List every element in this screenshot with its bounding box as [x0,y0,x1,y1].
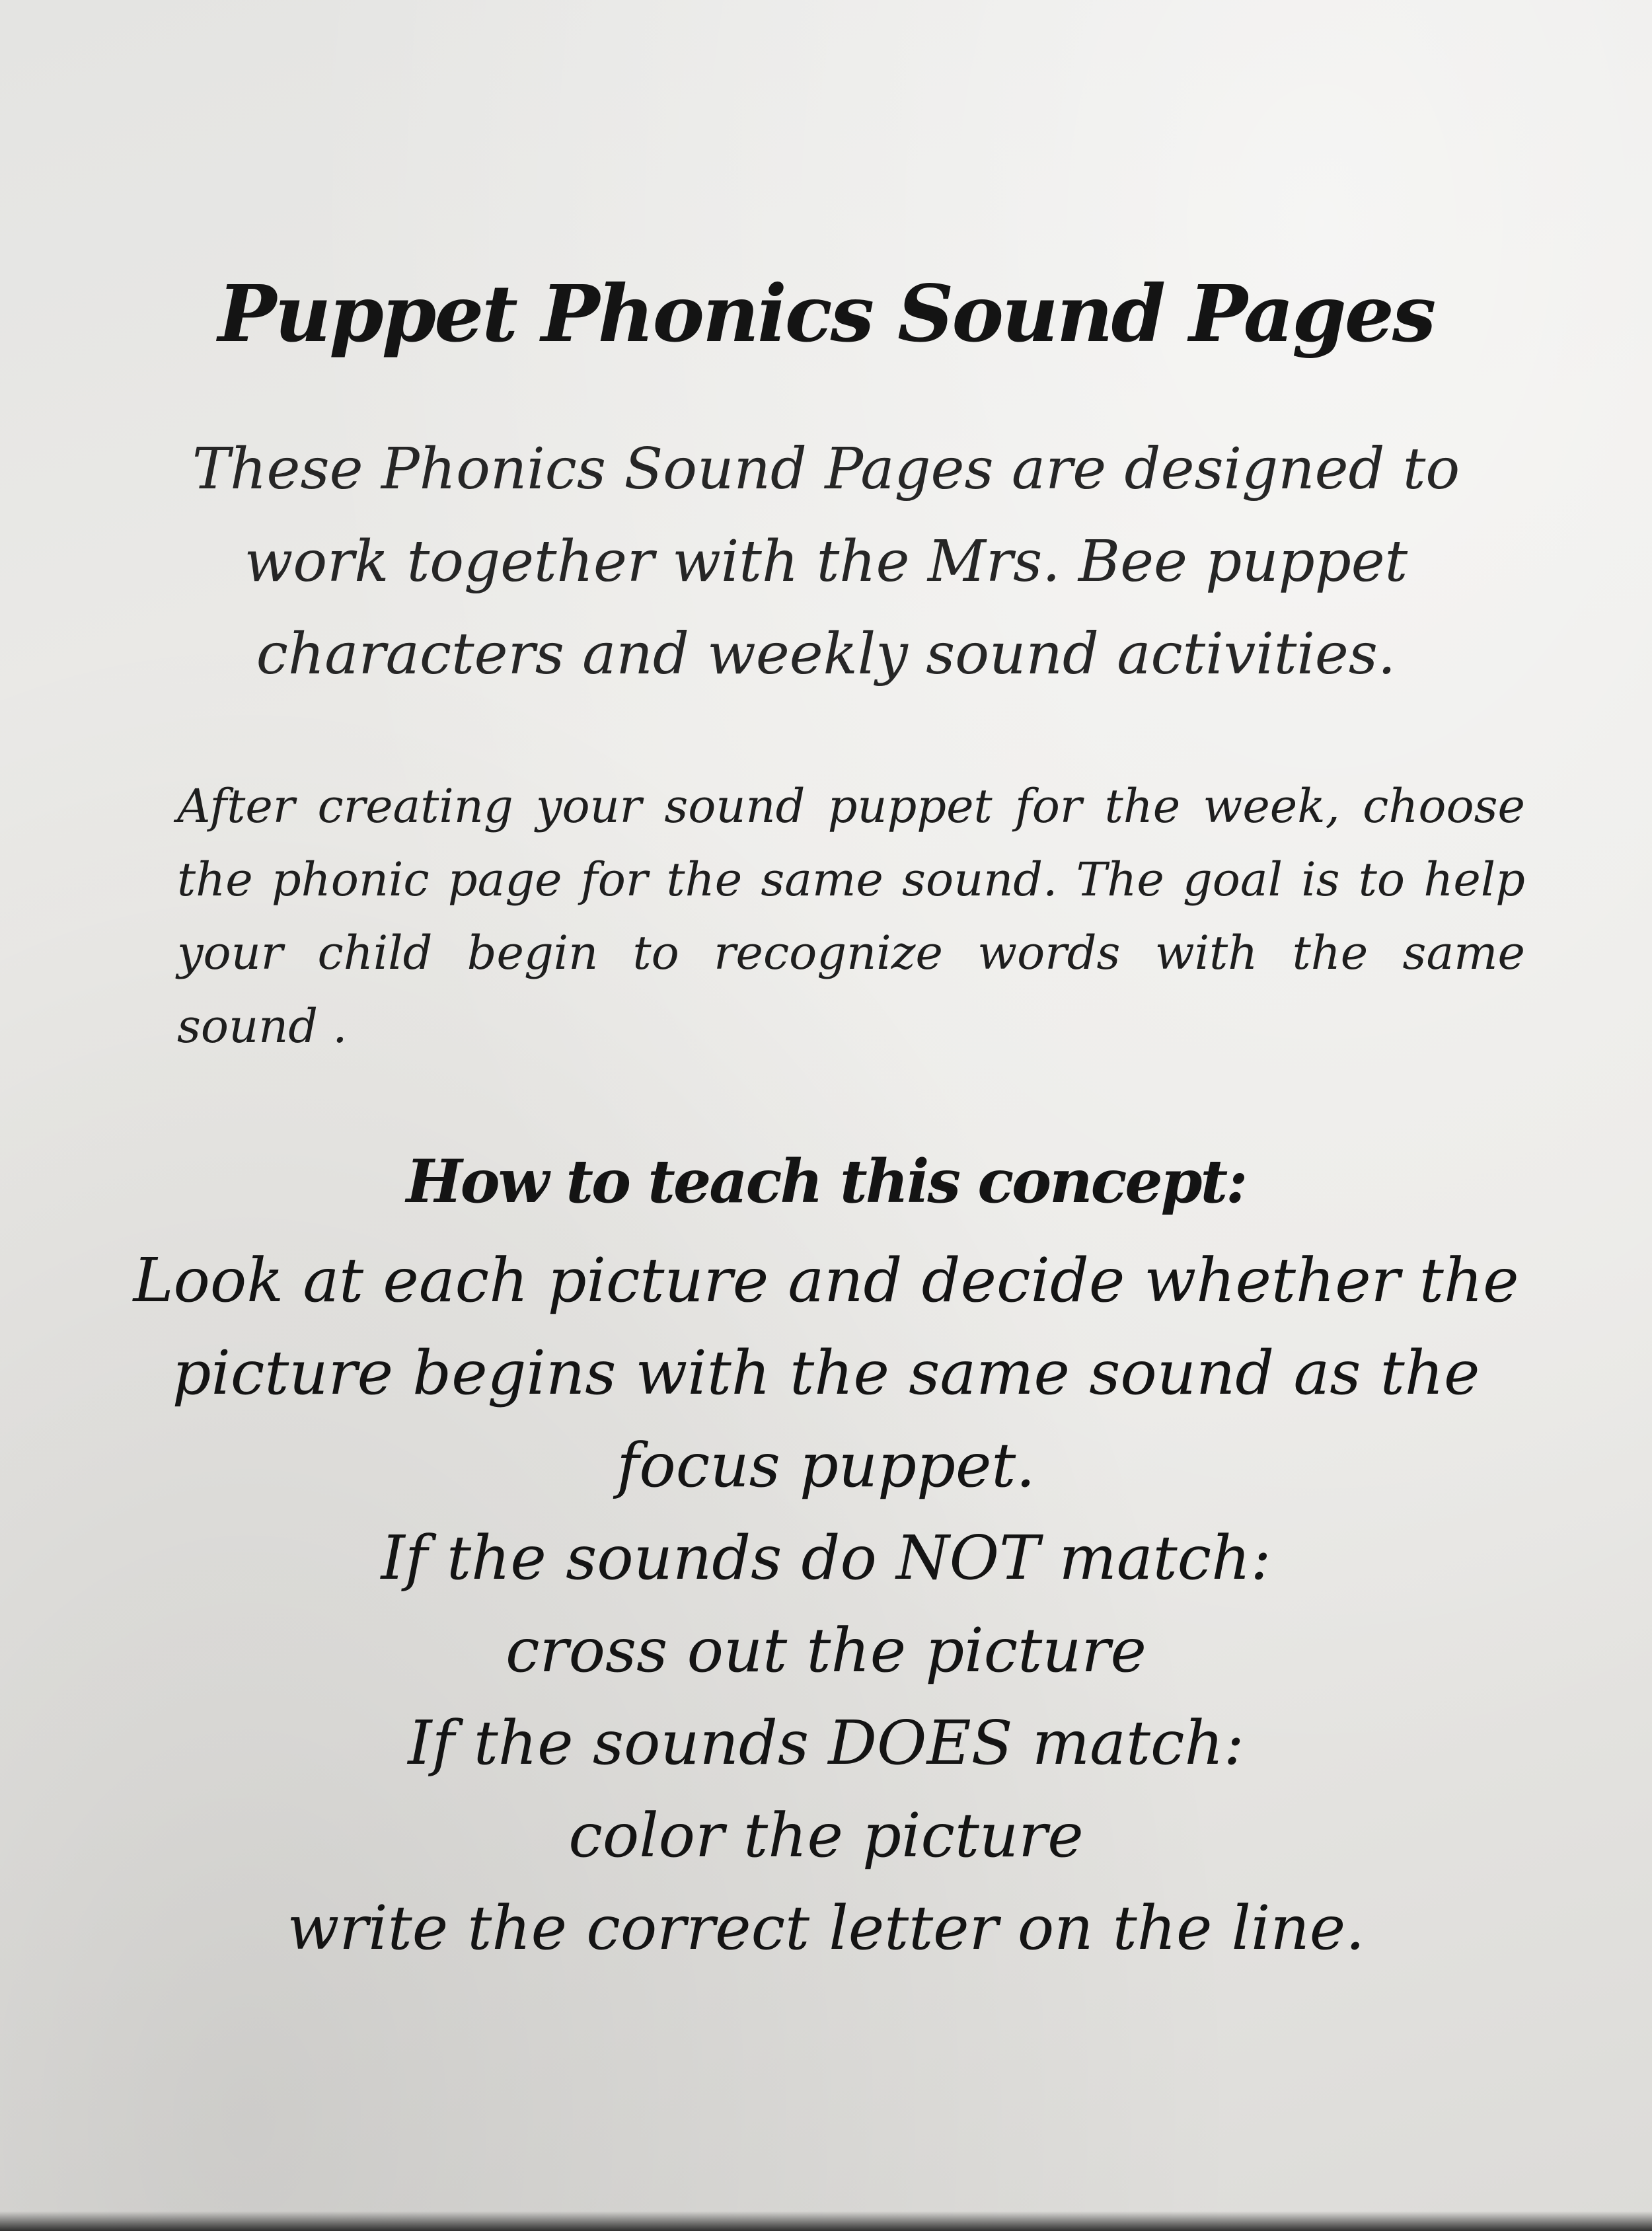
intro-line: characters and weekly sound activities. [256,621,1396,687]
page-bottom-shadow [0,2211,1652,2231]
instructions-list [99,1234,1553,1975]
instruction-line: color the picture [568,1800,1084,1871]
instruction-line: focus puppet. [617,1430,1035,1501]
paragraph-line: sound . [177,999,348,1053]
instruction-line: cross out the picture [506,1615,1146,1686]
paragraph-line: After creating your sound puppet for the week, choose [177,779,1525,833]
instruction-line: If the sounds DOES match: [408,1708,1244,1778]
instruction-line: If the sounds do NOT match: [381,1523,1271,1593]
paragraph-line: the phonic page for the same sound. The goal is to help [177,852,1525,907]
instruction-line: picture begins with the same sound as the [172,1338,1480,1408]
page-title: Puppet Phonics Sound Pages [217,268,1435,359]
instruction-line: write the correct letter on the line. [287,1893,1365,1963]
intro-line: work together with the Mrs. Bee puppet [244,529,1408,595]
instruction-line: Look at each picture and decide whether the [133,1245,1519,1316]
howto-heading: How to teach this concept: [406,1147,1246,1217]
intro-line: These Phonics Sound Pages are designed to [192,436,1460,502]
description-paragraph [177,770,1525,1063]
paragraph-line: your child begin to recognize words with the same [177,926,1525,980]
intro-text [152,423,1500,700]
